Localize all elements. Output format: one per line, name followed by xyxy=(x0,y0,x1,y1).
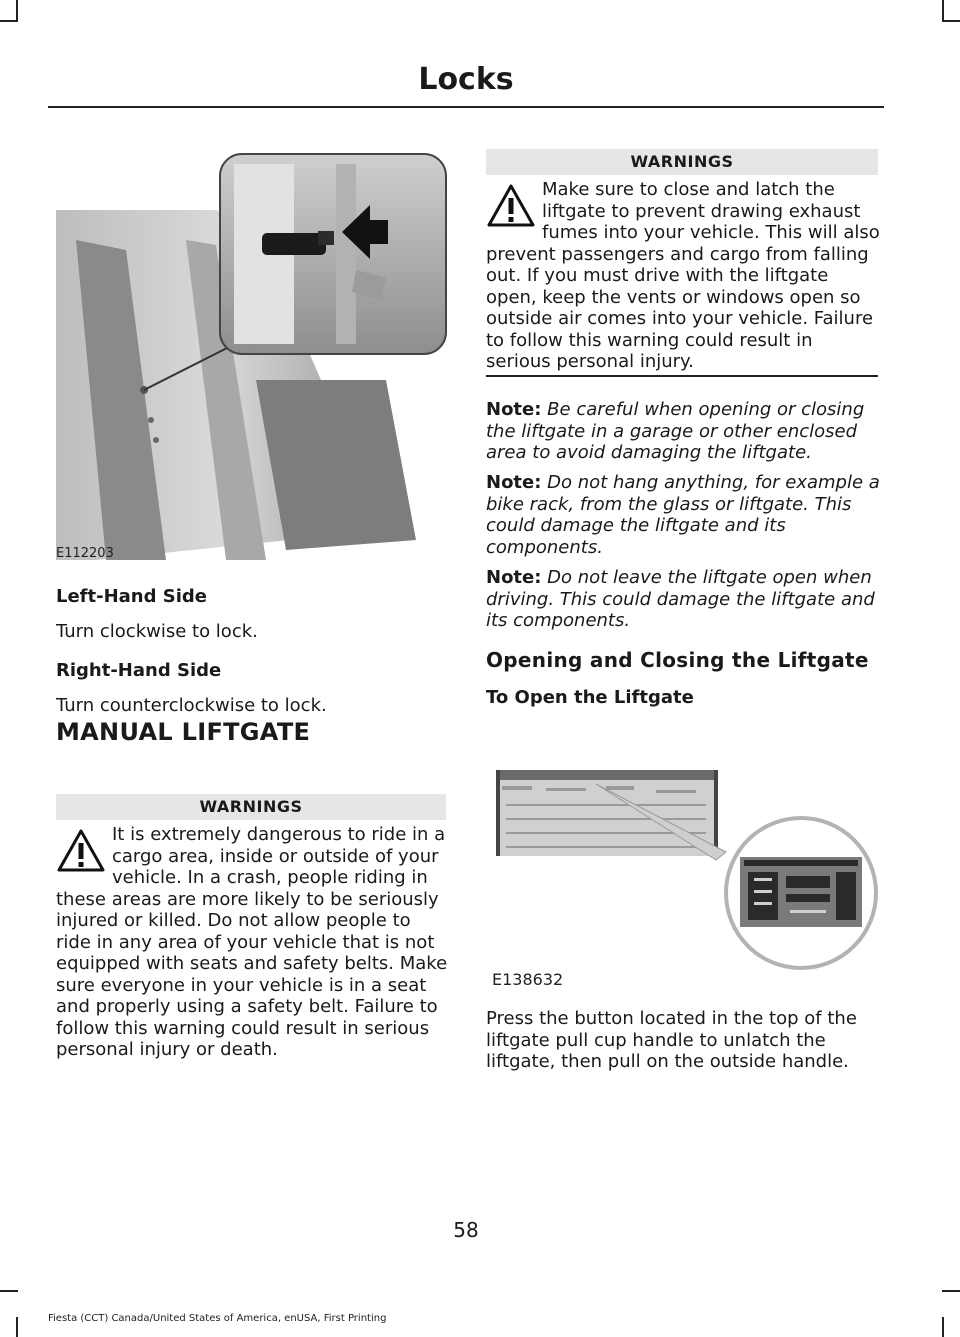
note-text: Be careful when opening or closing the liftgate in a garage or other enclosed area to avoid damaging the liftgate. xyxy=(486,399,865,463)
crop-mark xyxy=(16,0,18,20)
warning-body xyxy=(56,824,448,1061)
warning-triangle-icon xyxy=(56,828,106,874)
page-number: 58 xyxy=(453,1218,479,1242)
figure-code: E138632 xyxy=(492,970,564,989)
warning-bar: WARNINGS xyxy=(486,149,878,175)
note-label: Note: xyxy=(486,399,542,420)
crop-mark xyxy=(942,1317,944,1337)
note-2 xyxy=(486,472,880,558)
crop-mark xyxy=(942,1290,960,1292)
door-lock-icon xyxy=(56,150,448,560)
crop-mark xyxy=(942,20,960,22)
sub-heading: To Open the Liftgate xyxy=(486,687,694,708)
warning-text: It is extremely dangerous to ride in a cargo area, inside or outside of your vehicle. In a crash, people riding in these areas are more likely to be seriously injured or killed. Do not allow people to ride in any area of your vehicle that is not equipped with seats and safety belts. Make sure everyone in your vehicle is in a seat and properly using a safety belt. Failure to follow this warning could result in serious personal injury or death. xyxy=(56,824,448,1060)
rhs-heading: Right-Hand Side xyxy=(56,660,222,681)
note-text: Do not hang anything, for example a bike rack, from the glass or liftgate. This could damage the liftgate and its components. xyxy=(486,472,880,558)
crop-mark xyxy=(0,20,18,22)
liftgate-button-icon xyxy=(486,760,880,972)
note-label: Note: xyxy=(486,567,542,588)
header-divider xyxy=(48,106,884,108)
warning-bar: WARNINGS xyxy=(56,794,446,820)
crop-mark xyxy=(0,1290,18,1292)
warning-body xyxy=(486,179,880,373)
crop-mark xyxy=(942,0,944,20)
lhs-heading: Left-Hand Side xyxy=(56,586,207,607)
subsection-title: Opening and Closing the Liftgate xyxy=(486,648,869,672)
edition-footer: Fiesta (CCT) Canada/United States of America, enUSA, First Printing xyxy=(48,1313,387,1324)
crop-mark xyxy=(16,1317,18,1337)
note-label: Note: xyxy=(486,472,542,493)
warning-text: Make sure to close and latch the liftgate to prevent drawing exhaust fumes into your vehicle. This will also prevent passengers and cargo from falling out. If you must drive with the liftgate open, keep the vents or windows open so outside air comes into your vehicle. Failure to follow this warning could result in serious personal injury. xyxy=(486,179,880,372)
lhs-text: Turn clockwise to lock. xyxy=(56,621,258,642)
rhs-text: Turn counterclockwise to lock. xyxy=(56,695,327,716)
page-title: Locks xyxy=(418,62,514,97)
liftgate-handle-illustration xyxy=(486,760,880,972)
section-title: MANUAL LIFTGATE xyxy=(56,718,311,746)
note-text: Do not leave the liftgate open when driving. This could damage the liftgate and its components. xyxy=(486,567,875,631)
warning-divider xyxy=(486,375,878,377)
liftgate-open-text: Press the button located in the top of the liftgate pull cup handle to unlatch the liftgate, then pull on the outside handle. xyxy=(486,1008,857,1072)
liftgate-lock-illustration xyxy=(56,150,448,560)
note-1 xyxy=(486,399,880,464)
note-3 xyxy=(486,567,880,632)
warning-triangle-icon xyxy=(486,183,536,229)
figure-code: E112203 xyxy=(56,546,114,561)
